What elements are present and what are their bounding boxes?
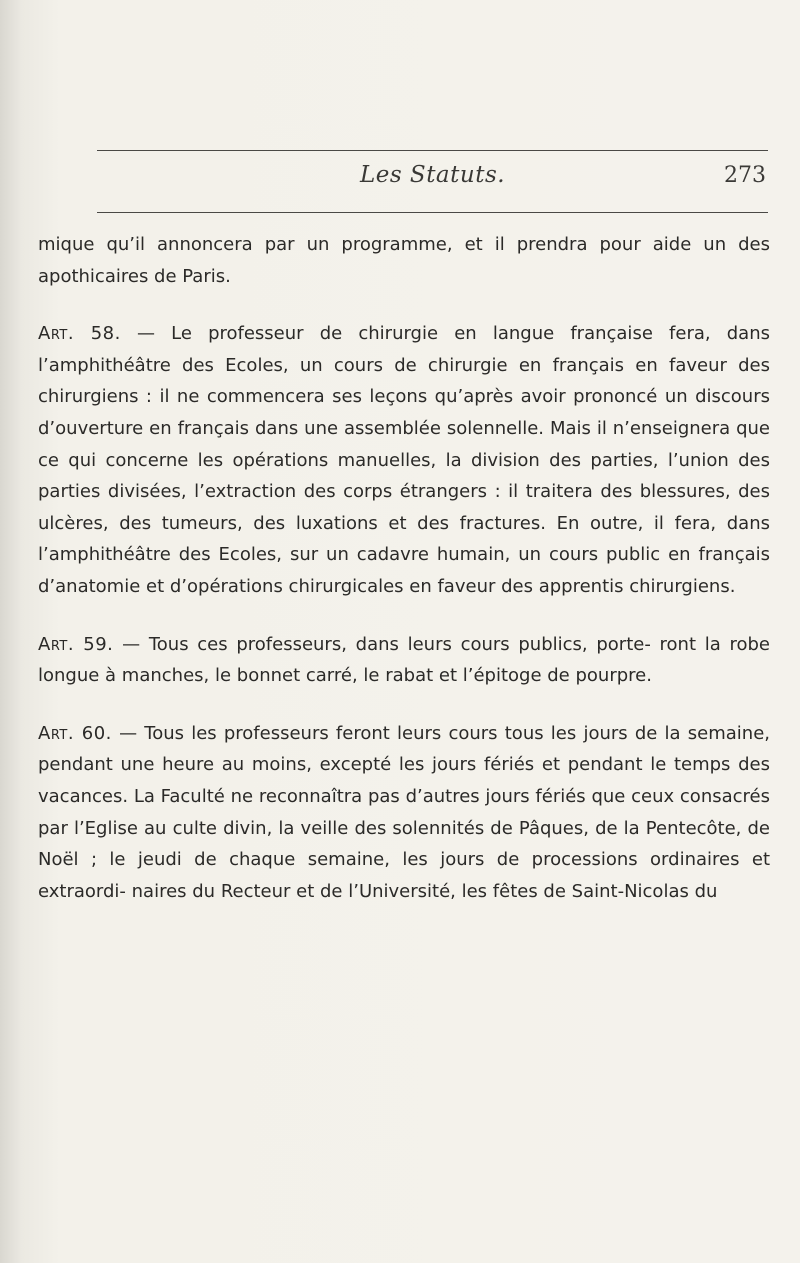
article-number: Art. 59. [38,633,114,655]
article-58 [38,318,770,602]
paragraph-continuation [38,229,770,292]
header-rule-bottom [97,212,768,213]
paragraph-text: mique qu’il annoncera par un programme, et il prendra pour aide un des apothicaires de Paris. [38,234,770,287]
running-head [97,160,768,200]
article-text: — Tous les professeurs feront leurs cours tous les jours de la semaine, pendant une heure au moins, excepté les jours fériés et pendant le temps des vacances. La Faculté ne reconnaîtra pas d’autres jours fériés que ceux consacrés par l’Eglise au culte divin, la veille des solennités de Pâques, de la Pentecôte, de Noël ; le jeudi de chaque semaine, les jours de processions ordinaires et extraordi- naires du Recteur et de l’Université, les fêtes de Saint-Nicolas du [38,722,770,902]
article-number: Art. 60. [38,722,112,744]
page-number: 273 [724,163,766,188]
article-60 [38,718,770,908]
body-text [38,229,770,933]
running-title: Les Statuts. [359,162,506,188]
article-text: — Tous ces professeurs, dans leurs cours publics, porte- ront la robe longue à manches, le bonnet carré, le rabat et l’épitoge de pourpre. [38,633,770,687]
article-text: — Le professeur de chirurgie en langue française fera, dans l’amphithéâtre des Ecoles, un cours de chirurgie en français en faveur des chirurgiens : il ne commencera ses leçons qu’après avoir prononcé un discours d’ouverture en français dans une assemblée solennelle. Mais il n’enseignera que ce qui concerne les opérations manuelles, la division des parties, l’union des parties divisées, l’extraction des corps étrangers : il traitera des blessures, des ulcères, des tumeurs, des luxations et des fractures. En outre, il fera, dans l’amphithéâtre des Ecoles, sur un cadavre humain, un cours public en français d’anatomie et d’opérations chirurgicales en faveur des apprentis chirurgiens. [38,323,770,597]
header-rule-top [97,150,768,151]
article-59 [38,629,770,692]
article-number: Art. 58. [38,323,121,345]
